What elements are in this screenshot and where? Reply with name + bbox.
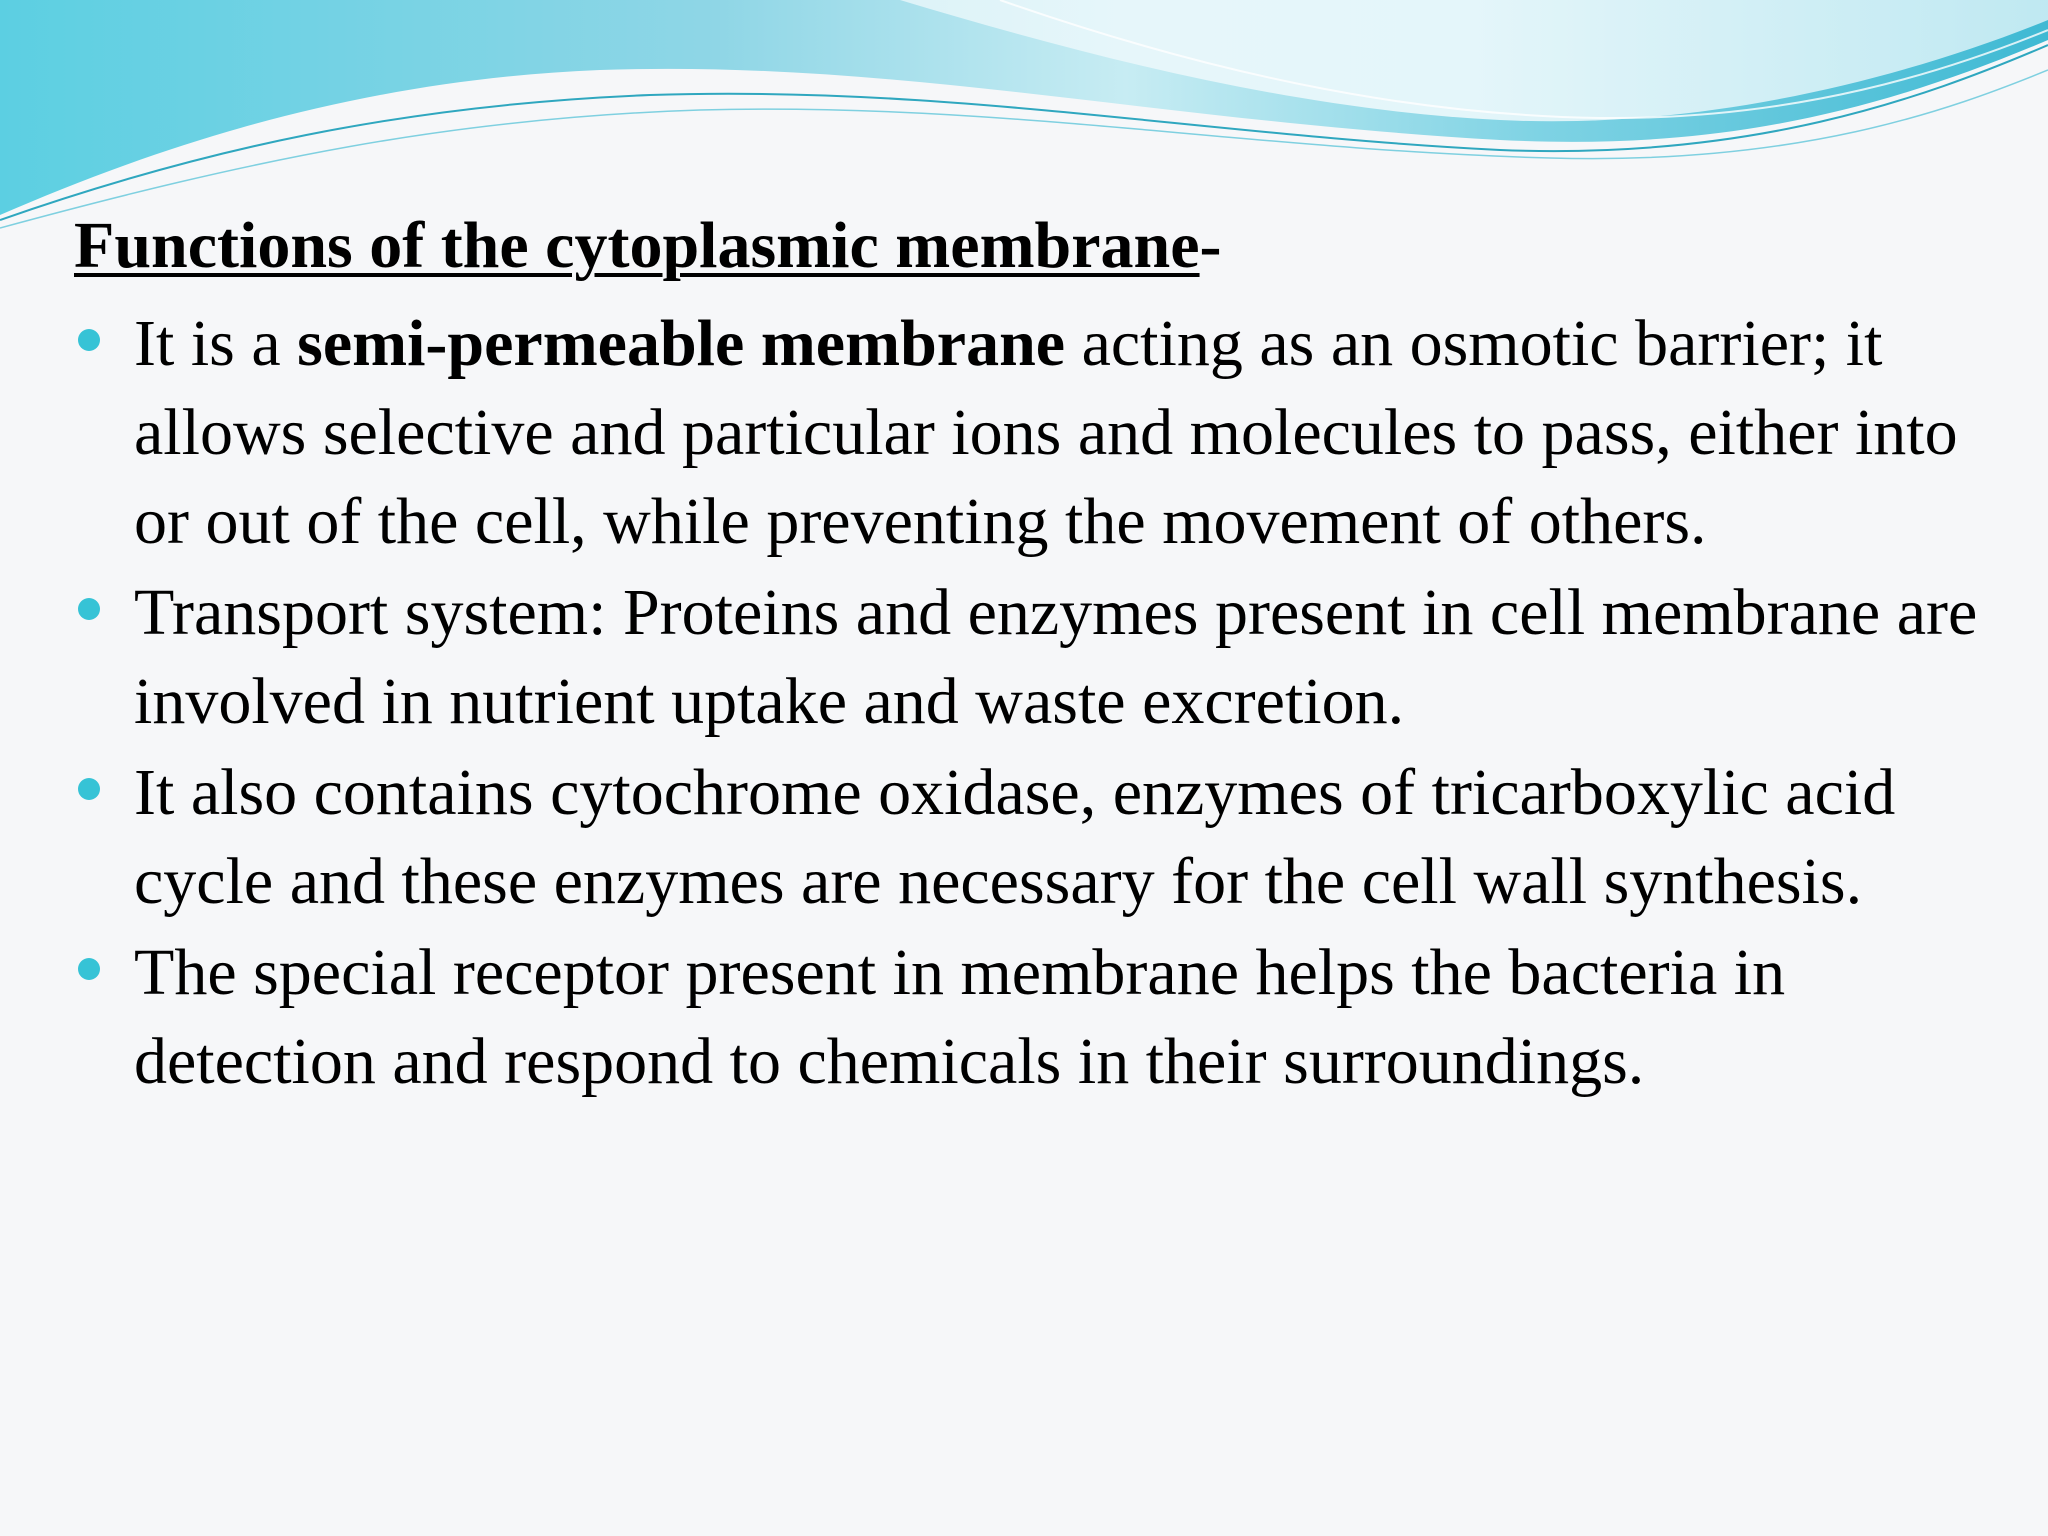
bullet-4-text: The special receptor present in membrane helps the bacteria in detection and respond to chemicals in their surroundings. xyxy=(134,936,1786,1098)
slide-title-text: Functions of the cytoplasmic membrane xyxy=(74,209,1200,282)
content-area xyxy=(74,205,1994,1108)
bullet-1-post: acting as an osmotic barrier; it allows selective and particular ions and molecules to pass, either into or out of the cell, while preventing the movement of others. xyxy=(134,307,1958,558)
bullet-1-bold: semi-permeable membrane xyxy=(297,307,1066,380)
bullet-2-text: Transport system: Proteins and enzymes present in cell membrane are involved in nutrient uptake and waste excretion. xyxy=(134,576,1978,738)
list-item xyxy=(74,928,1994,1106)
list-item xyxy=(74,568,1994,746)
bullet-3-text: It also contains cytochrome oxidase, enzymes of tricarboxylic acid cycle and these enzymes are necessary for the cell wall synthesis. xyxy=(134,756,1896,918)
bullet-1-pre: It is a xyxy=(134,307,298,380)
bullet-dot-icon xyxy=(78,778,100,800)
list-item xyxy=(74,299,1994,566)
bullet-dot-icon xyxy=(78,329,100,351)
bullet-dot-icon xyxy=(78,598,100,620)
bullet-list xyxy=(74,299,1994,1106)
bullet-dot-icon xyxy=(78,958,100,980)
slide-title xyxy=(74,205,1994,287)
slide-title-suffix: - xyxy=(1199,209,1222,282)
decorative-wave-header xyxy=(0,0,2048,240)
list-item xyxy=(74,748,1994,926)
